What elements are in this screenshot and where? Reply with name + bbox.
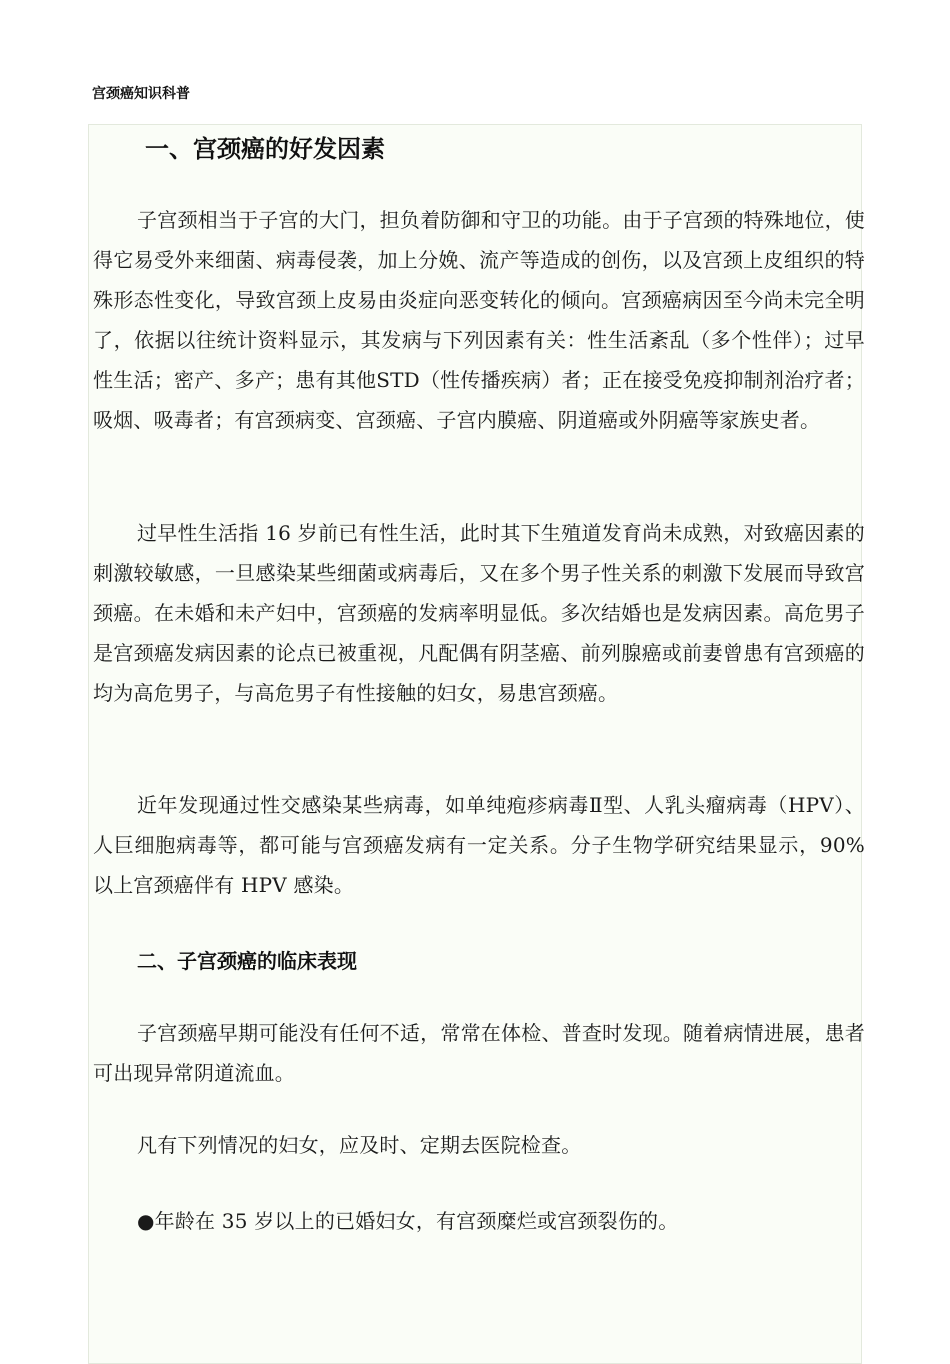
- list-item-age-criteria: ●年龄在 35 岁以上的已婚妇女，有宫颈糜烂或宫颈裂伤的。: [137, 1209, 679, 1233]
- article-content: [88, 124, 865, 1364]
- paragraph-virus-infection: 近年发现通过性交感染某些病毒，如单纯疱疹病毒Ⅱ型、人乳头瘤病毒（HPV）、人巨细胞病毒等，都可能与宫颈癌发病有一定关系。分子生物学研究结果显示，90%以上宫颈癌伴有 HPV 感染。: [93, 793, 865, 897]
- section-heading-risk-factors: 一、宫颈癌的好发因素: [145, 135, 385, 163]
- document-header-title: 宫颈癌知识科普: [92, 86, 190, 102]
- paragraph-early-sexual-activity: 过早性生活指 16 岁前已有性生活，此时其下生殖道发育尚未成熟，对致癌因素的刺激较敏感，一旦感染某些细菌或病毒后，又在多个男子性关系的刺激下发展而导致宫颈癌。在未婚和未产妇中，宫颈癌的发病率明显低。多次结婚也是发病因素。高危男子是宫颈癌发病因素的论点已被重视，凡配偶有阴茎癌、前列腺癌或前妻曾患有宫颈癌的均为高危男子，与高危男子有性接触的妇女，易患宫颈癌。: [93, 521, 865, 705]
- paragraph-early-symptoms: 子宫颈癌早期可能没有任何不适，常常在体检、普查时发现。随着病情进展，患者可出现异常阴道流血。: [93, 1021, 865, 1085]
- section-heading-clinical-manifestations: 二、子宫颈癌的临床表现: [137, 949, 357, 973]
- paragraph-checkup-advice: 凡有下列情况的妇女，应及时、定期去医院检查。: [137, 1133, 582, 1157]
- paragraph-cervix-function: 子宫颈相当于子宫的大门，担负着防御和守卫的功能。由于子宫颈的特殊地位，使得它易受外来细菌、病毒侵袭，加上分娩、流产等造成的创伤，以及宫颈上皮组织的特殊形态性变化，导致宫颈上皮易由炎症向恶变转化的倾向。宫颈癌病因至今尚未完全明了，依据以往统计资料显示，其发病与下列因素有关：性生活紊乱（多个性伴）；过早性生活；密产、多产；患有其他STD（性传播疾病）者；正在接受免疫抑制剂治疗者；吸烟、吸毒者；有宫颈病变、宫颈癌、子宫内膜癌、阴道癌或外阴癌等家族史者。: [93, 208, 865, 432]
